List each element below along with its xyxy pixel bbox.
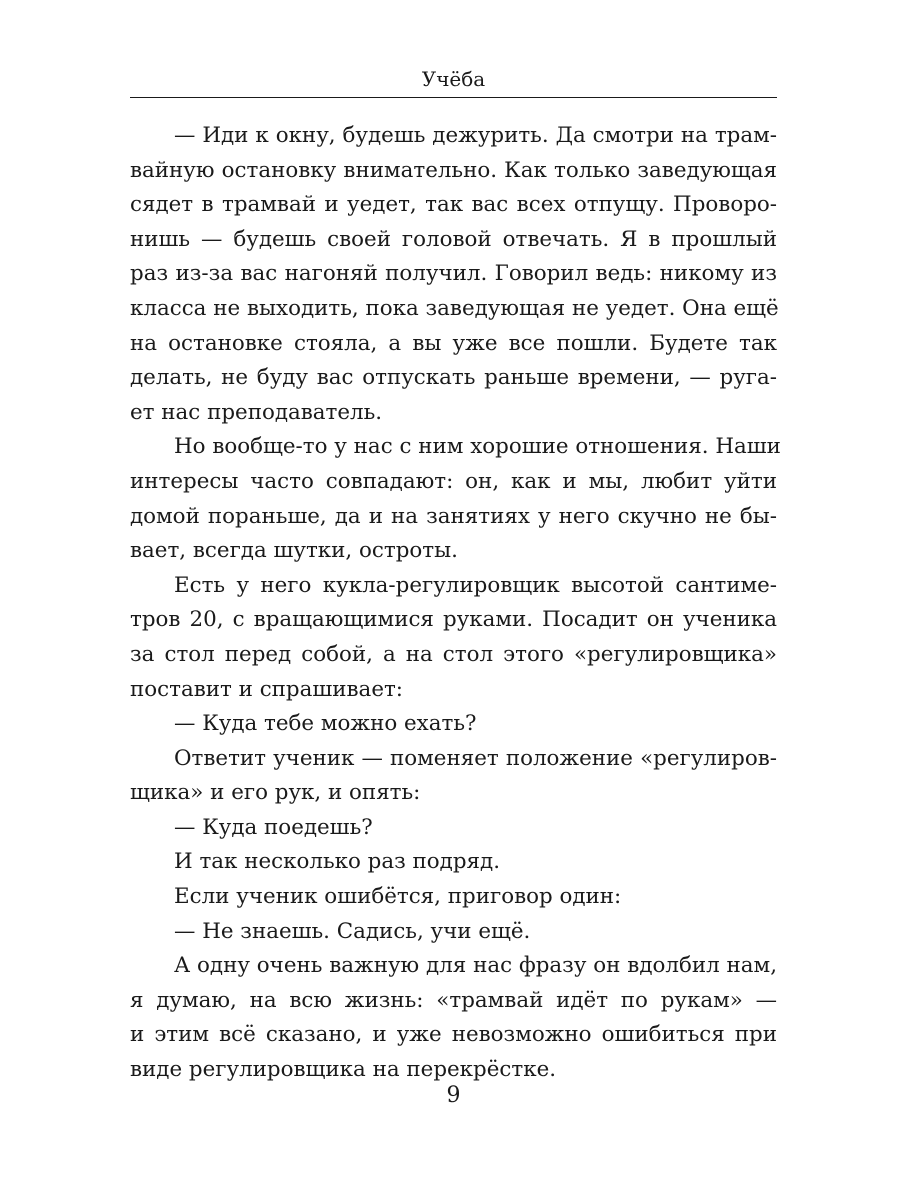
text-line: за стол перед собой, а на стол этого «регулировщика» <box>130 641 777 667</box>
text-line: — Не знаешь. Садись, учи ещё. <box>174 918 531 944</box>
text-line: домой пораньше, да и на занятиях у него скучно не бы- <box>130 503 777 529</box>
text-line: ет нас преподаватель. <box>130 399 383 425</box>
paragraph <box>130 119 777 430</box>
text-line: А одну очень важную для нас фразу он вдолбил нам, <box>174 953 777 979</box>
text-line: на остановке стояла, а вы уже все пошли. Будете так <box>130 330 777 356</box>
paragraph <box>130 430 781 568</box>
paragraph <box>130 880 777 915</box>
paragraph <box>130 569 777 707</box>
paragraph <box>130 949 777 1087</box>
text-line: Есть у него кукла-регулировщик высотой сантиме- <box>174 572 777 598</box>
text-line: интересы часто совпадают: он, как и мы, любит уйти <box>130 468 777 494</box>
header-rule <box>130 97 777 98</box>
text-line: Ответит ученик — поменяет положение «регулиров- <box>174 745 777 771</box>
text-line: — Куда поедешь? <box>174 814 373 840</box>
text-line: И так несколько раз подряд. <box>174 849 501 875</box>
text-line: вайную остановку внимательно. Как только заведующая <box>130 157 777 183</box>
text-line: делать, не буду вас отпускать раньше времени, — руга- <box>130 365 777 391</box>
text-line: поставит и спрашивает: <box>130 676 404 702</box>
text-line: вает, всегда шутки, остроты. <box>130 538 458 564</box>
text-line: — Иди к окну, будешь дежурить. Да смотри на трам- <box>174 123 777 148</box>
paragraph <box>130 811 777 846</box>
page-body <box>130 119 781 1088</box>
text-line: нишь — будешь своей головой отвечать. Я в прошлый <box>130 226 777 252</box>
text-line: раз из-за вас нагоняй получил. Говорил ведь: никому из <box>130 261 777 287</box>
text-line: виде регулировщика на перекрёстке. <box>130 1057 557 1083</box>
text-line: — Куда тебе можно ехать? <box>174 711 477 737</box>
text-line: Если ученик ошибётся, приговор один: <box>174 884 622 910</box>
page-number: 9 <box>446 1083 461 1108</box>
text-line: щика» и его рук, и опять: <box>130 780 421 806</box>
paragraph <box>130 915 777 950</box>
paragraph <box>130 707 777 742</box>
text-line: Но вообще-то у нас с ним хорошие отношения. Наши <box>174 434 781 460</box>
running-header: Учёба <box>421 67 486 91</box>
paragraph <box>130 742 777 811</box>
text-line: я думаю, на всю жизнь: «трамвай идёт по рукам» — <box>130 987 777 1013</box>
text-line: класса не выходить, пока заведующая не уедет. Она ещё <box>130 295 779 321</box>
text-line: тров 20, с вращающимися руками. Посадит он ученика <box>130 607 777 633</box>
text-line: и этим всё сказано, и уже невозможно ошибиться при <box>130 1022 777 1048</box>
paragraph <box>130 845 777 880</box>
text-line: сядет в трамвай и уедет, так вас всех отпущу. Проворо- <box>130 192 777 218</box>
